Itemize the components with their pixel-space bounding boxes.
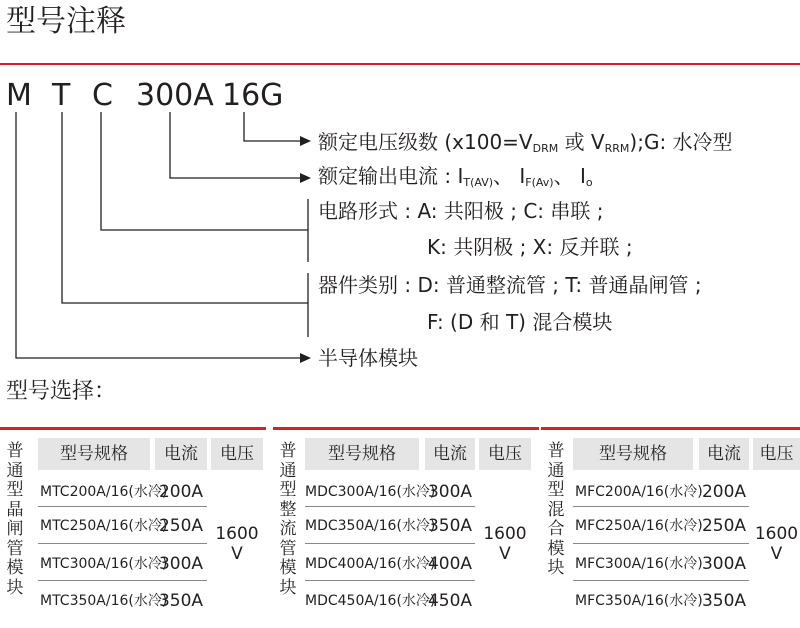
table-row-model: MTC350A/16(水冷)	[40, 593, 168, 609]
table-row-divider	[305, 580, 475, 581]
desc-category: 器件类别 : D: 普通整流管 ; T: 普通晶闸管 ;	[318, 273, 702, 297]
table-row-divider	[305, 543, 475, 544]
desc-voltage: 额定电压级数 ($x100=V_{DRM}$ 或 $V_{RRM});G$: 水冷型	[318, 130, 733, 155]
table-row-model: MDC450A/16(水冷)	[305, 593, 436, 609]
voltage-value: 1600	[754, 524, 799, 544]
table-row-divider	[573, 506, 749, 507]
table-row-divider	[38, 580, 207, 581]
table-row-model: MTC300A/16(水冷)	[40, 556, 168, 572]
table-row-current: 350A	[427, 516, 473, 536]
table-row-current: 400A	[427, 554, 473, 574]
table-row-current: 300A	[701, 554, 747, 574]
code-letter-t: T	[52, 78, 71, 113]
line-module	[16, 112, 300, 358]
page-title: 型号注释	[6, 4, 126, 39]
arrow-voltage	[300, 136, 311, 146]
desc-circuit-cont: K: 共阴极 ; X: 反并联 ;	[427, 235, 633, 259]
code-letter-c: C	[92, 78, 113, 113]
line-current	[170, 112, 300, 178]
header-voltage: 电压	[753, 438, 800, 470]
table-category-label: 普通型混合模块	[547, 441, 565, 578]
table-row-current: 200A	[158, 482, 204, 502]
table-hybrid-module	[541, 427, 800, 628]
table-row-model: MFC250A/16(水冷)	[575, 518, 703, 534]
desc-current: 额定输出电流 : $I_{T(AV)}$、 $I_{F(Av)}$、 $I_o$	[318, 164, 593, 189]
table-row-current: 350A	[158, 591, 204, 611]
table-row-model: MDC400A/16(水冷)	[305, 556, 436, 572]
table-row-current: 250A	[701, 516, 747, 536]
voltage-unit: V	[231, 544, 243, 564]
table-row-current: 250A	[158, 516, 204, 536]
code-current: 300A	[136, 78, 214, 113]
desc-category-cont: F: (D 和 T) 混合模块	[427, 310, 613, 334]
table-row-model: MFC300A/16(水冷)	[575, 556, 703, 572]
table-row-divider	[305, 506, 475, 507]
code-voltage: 16G	[222, 78, 284, 113]
table-row-model: MTC250A/16(水冷)	[40, 518, 168, 534]
voltage-value: 1600	[483, 524, 527, 544]
header-model: 型号规格	[38, 438, 150, 470]
voltage-unit: V	[499, 544, 511, 564]
line-circuit	[101, 112, 308, 230]
table-row-current: 300A	[427, 482, 473, 502]
table-thyristor-module	[0, 427, 266, 628]
table-category-label: 普通型晶闸管模块	[6, 441, 24, 598]
header-current: 电流	[155, 438, 207, 470]
voltage-value: 1600	[215, 524, 259, 544]
table-row-model: MDC350A/16(水冷)	[305, 518, 436, 534]
table-row-divider	[573, 543, 749, 544]
header-current: 电流	[425, 438, 475, 470]
line-voltage	[244, 112, 300, 141]
arrow-current	[300, 173, 311, 183]
header-current: 电流	[699, 438, 749, 470]
table-row-current: 300A	[158, 554, 204, 574]
header-model: 型号规格	[305, 438, 419, 470]
table-row-current: 350A	[701, 591, 747, 611]
desc-circuit: 电路形式 : A: 共阳极 ; C: 串联 ;	[318, 199, 604, 223]
selection-heading: 型号选择：	[6, 379, 117, 404]
table-row-current: 200A	[701, 482, 747, 502]
table-row-divider	[38, 506, 207, 507]
table-category-label: 普通型整流管模块	[279, 441, 297, 598]
header-voltage: 电压	[211, 438, 263, 470]
table-rectifier-module	[273, 427, 539, 628]
voltage-unit: V	[770, 544, 783, 564]
desc-module: 半导体模块	[318, 346, 418, 370]
header-model: 型号规格	[573, 438, 693, 470]
table-row-model: MTC200A/16(水冷)	[40, 484, 168, 500]
table-row-divider	[38, 543, 207, 544]
table-row-divider	[573, 580, 749, 581]
table-row-model: MFC200A/16(水冷)	[575, 484, 703, 500]
table-row-current: 450A	[427, 591, 473, 611]
table-row-model: MDC300A/16(水冷)	[305, 484, 436, 500]
header-voltage: 电压	[479, 438, 531, 470]
code-letter-m: M	[6, 78, 32, 113]
arrow-module	[300, 353, 311, 363]
table-row-model: MFC350A/16(水冷)	[575, 593, 703, 609]
